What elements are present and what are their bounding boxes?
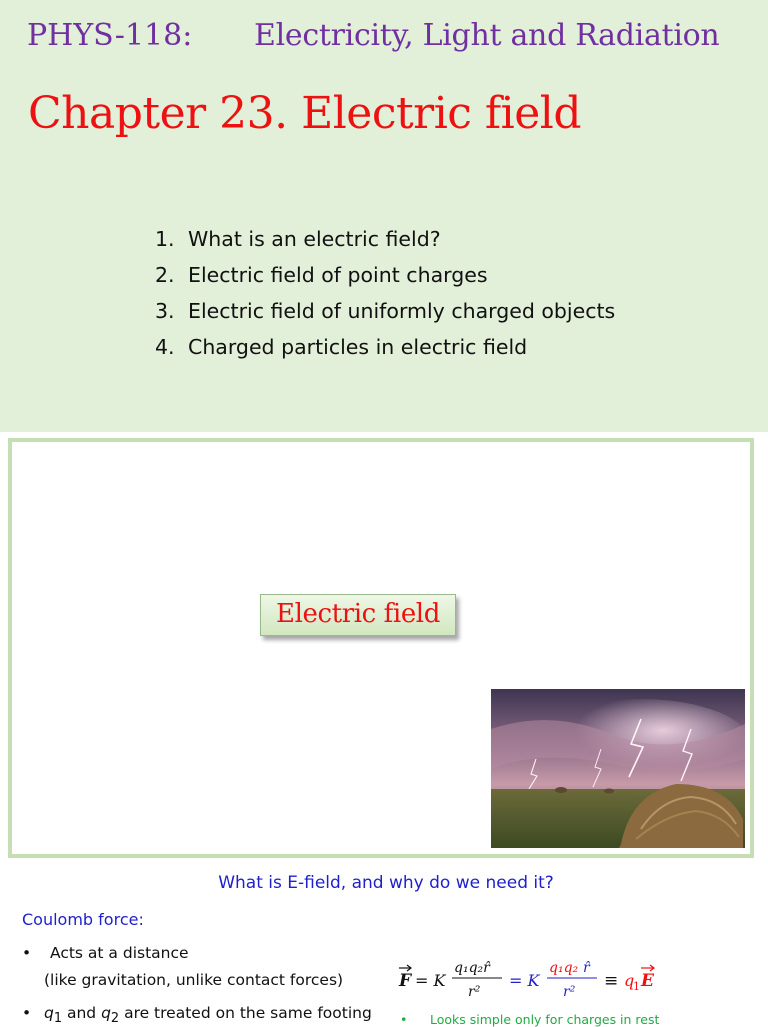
- topic-number: 4.: [155, 335, 175, 359]
- course-title: Electricity, Light and Radiation: [254, 18, 720, 53]
- q1-subscript: 1: [633, 980, 640, 993]
- fraction-2-unit-vector: r̂: [583, 960, 590, 976]
- slide-1: [0, 0, 768, 432]
- bullet-same-footing: [22, 1004, 372, 1026]
- field-symbol: E: [641, 971, 654, 991]
- fraction-1-denominator: r²: [468, 984, 481, 1000]
- note-rest-charges: [400, 1012, 659, 1027]
- course-code: PHYS-118:: [27, 18, 193, 53]
- bullet-subtext: (like gravitation, unlike contact forces): [44, 971, 344, 989]
- bullet-and: and: [62, 1004, 102, 1022]
- force-symbol: F: [399, 971, 412, 991]
- equivalence-sign: ≡: [604, 971, 619, 991]
- fraction-2-charges: q₁q₂: [549, 960, 579, 976]
- fraction-1-numerator: q₁q₂r̂: [454, 960, 490, 976]
- bullet-symbol: •: [22, 1004, 32, 1022]
- topic-text: Electric field of point charges: [188, 263, 488, 287]
- topic-item: [155, 332, 615, 368]
- topic-number: 1.: [155, 227, 175, 251]
- bullet-acts-at-distance: [22, 944, 189, 962]
- slide-3-heading: What is E-field, and why do we need it?: [218, 873, 554, 893]
- equals-k-1: = K: [415, 971, 446, 990]
- q2-subscript: 2: [110, 1011, 120, 1027]
- topic-item: [155, 296, 615, 332]
- lightning-storm-photo: [491, 689, 745, 848]
- coulomb-force-formula: [396, 952, 696, 1012]
- bullet-text: Acts at a distance: [50, 944, 189, 962]
- topic-text: What is an electric field?: [188, 227, 441, 251]
- topic-text: Charged particles in electric field: [188, 335, 528, 359]
- fraction-2-denominator: r²: [563, 984, 576, 1000]
- topic-number: 2.: [155, 263, 175, 287]
- equals-k-2: = K: [509, 971, 540, 990]
- coulomb-force-heading: Coulomb force:: [22, 910, 144, 929]
- electric-field-title-box: [260, 594, 456, 636]
- note-text: Looks simple only for charges in rest: [430, 1012, 660, 1027]
- q2-symbol: q: [101, 1004, 111, 1022]
- topic-number: 3.: [155, 299, 175, 323]
- q1-subscript: 1: [53, 1011, 63, 1027]
- bullet-symbol: •: [22, 944, 32, 962]
- topic-item: [155, 224, 615, 260]
- note-bullet: •: [400, 1012, 408, 1027]
- bullet-rest: are treated on the same footing: [119, 1004, 372, 1022]
- topic-item: [155, 260, 615, 296]
- slide-2: [8, 438, 754, 858]
- q1-symbol: q: [624, 971, 635, 990]
- topic-text: Electric field of uniformly charged objects: [188, 299, 616, 323]
- electric-field-title: Electric field: [276, 599, 440, 629]
- topic-list: [155, 224, 615, 368]
- chapter-title: Chapter 23. Electric field: [28, 88, 582, 139]
- q1-symbol: q: [44, 1004, 54, 1022]
